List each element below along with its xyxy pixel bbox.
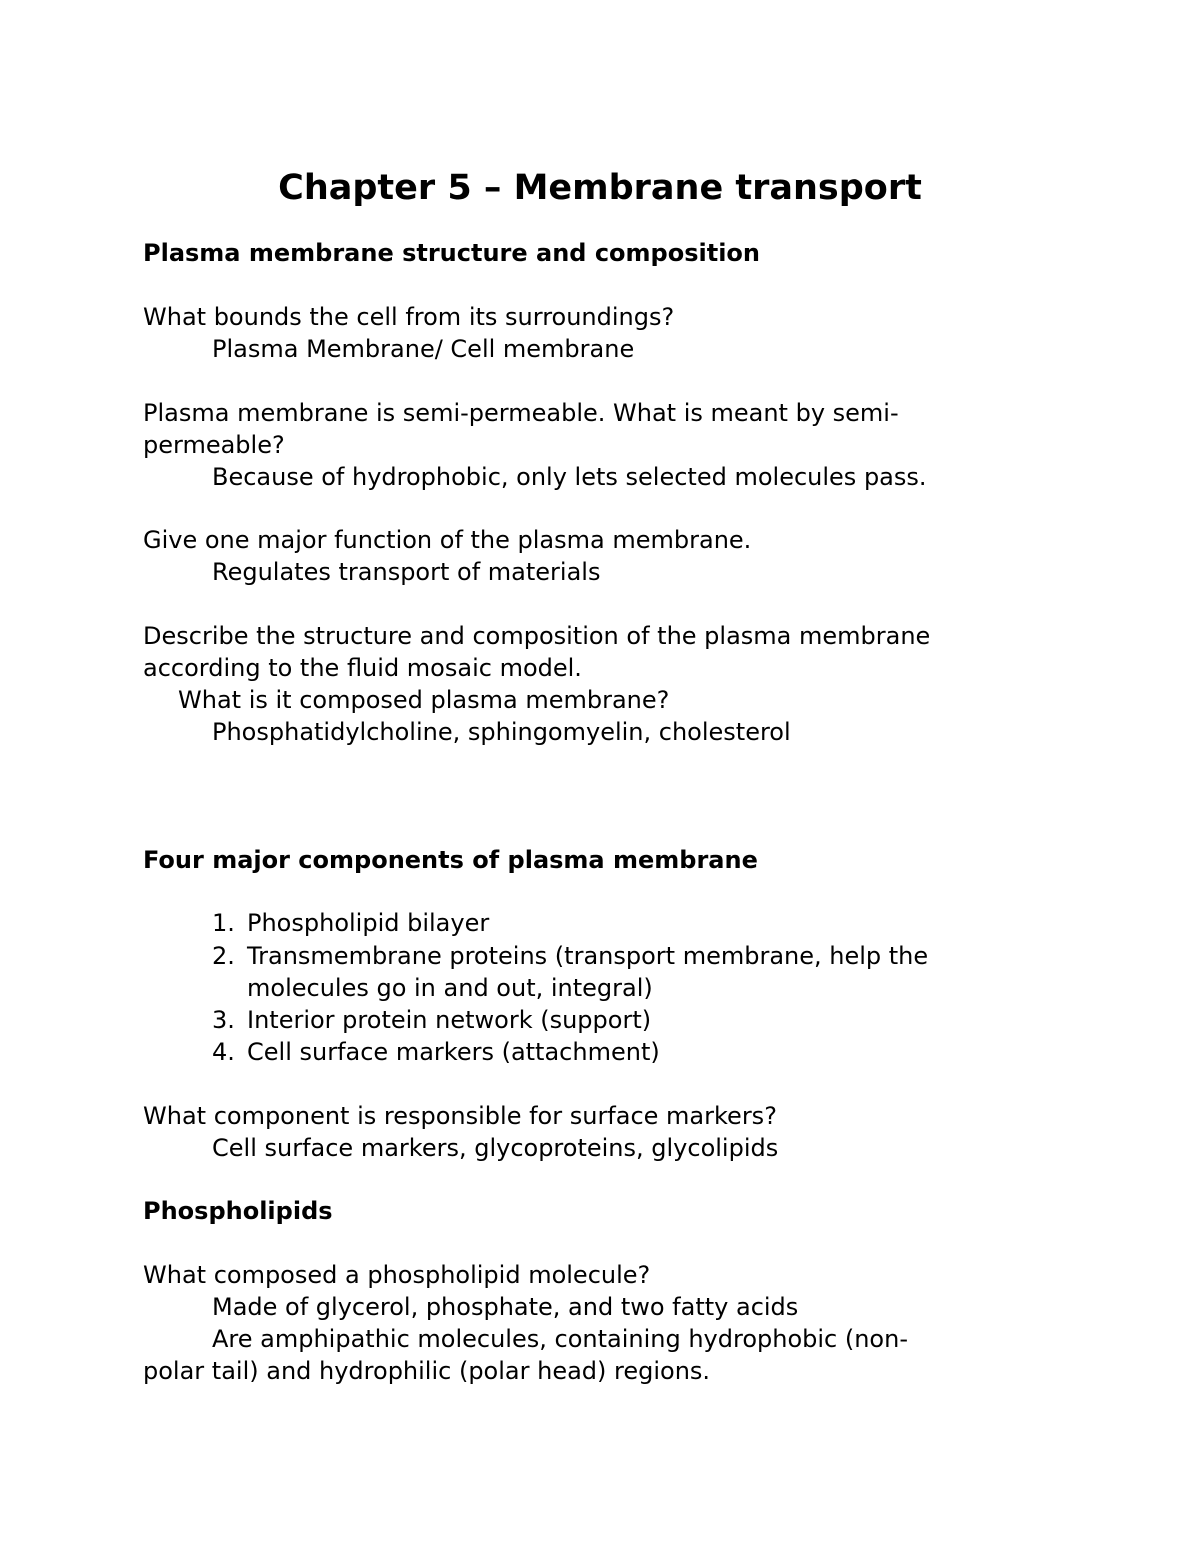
answer-text: Are amphipathic molecules, containing hydrophobic (non-: [212, 1325, 908, 1353]
answer-text: Because of hydrophobic, only lets selected molecules pass.: [212, 463, 927, 491]
section-heading-phospholipids: Phospholipids: [143, 1197, 333, 1225]
answer-text: Cell surface markers, glycoproteins, glycolipids: [212, 1134, 779, 1162]
list-item-text: Cell surface markers (attachment): [247, 1038, 660, 1066]
list-item-text: Phospholipid bilayer: [247, 909, 490, 937]
question-text: What bounds the cell from its surroundings?: [143, 303, 675, 331]
question-text: What is it composed plasma membrane?: [178, 686, 670, 714]
document-title: Chapter 5 – Membrane transport: [278, 168, 922, 208]
section-heading-structure: Plasma membrane structure and composition: [143, 239, 761, 267]
list-number: 4.: [212, 1038, 235, 1066]
answer-text: Plasma Membrane/ Cell membrane: [212, 335, 635, 363]
list-item-text: Transmembrane proteins (transport membrane, help the: [247, 942, 929, 970]
question-text: Plasma membrane is semi-permeable. What is meant by semi-: [143, 399, 899, 427]
question-text: according to the fluid mosaic model.: [143, 654, 582, 682]
answer-text: Regulates transport of materials: [212, 558, 601, 586]
list-item-text: Interior protein network (support): [247, 1006, 652, 1034]
question-text: What component is responsible for surface markers?: [143, 1102, 777, 1130]
section-heading-components: Four major components of plasma membrane: [143, 846, 758, 874]
list-item-text: molecules go in and out, integral): [247, 974, 653, 1002]
list-number: 1.: [212, 909, 235, 937]
question-text: What composed a phospholipid molecule?: [143, 1261, 651, 1289]
question-text: Describe the structure and composition of the plasma membrane: [143, 622, 931, 650]
question-text: permeable?: [143, 431, 285, 459]
answer-text: polar tail) and hydrophilic (polar head) regions.: [143, 1357, 711, 1385]
answer-text: Made of glycerol, phosphate, and two fatty acids: [212, 1293, 799, 1321]
list-number: 3.: [212, 1006, 235, 1034]
answer-text: Phosphatidylcholine, sphingomyelin, cholesterol: [212, 718, 791, 746]
question-text: Give one major function of the plasma membrane.: [143, 526, 752, 554]
list-number: 2.: [212, 942, 235, 970]
